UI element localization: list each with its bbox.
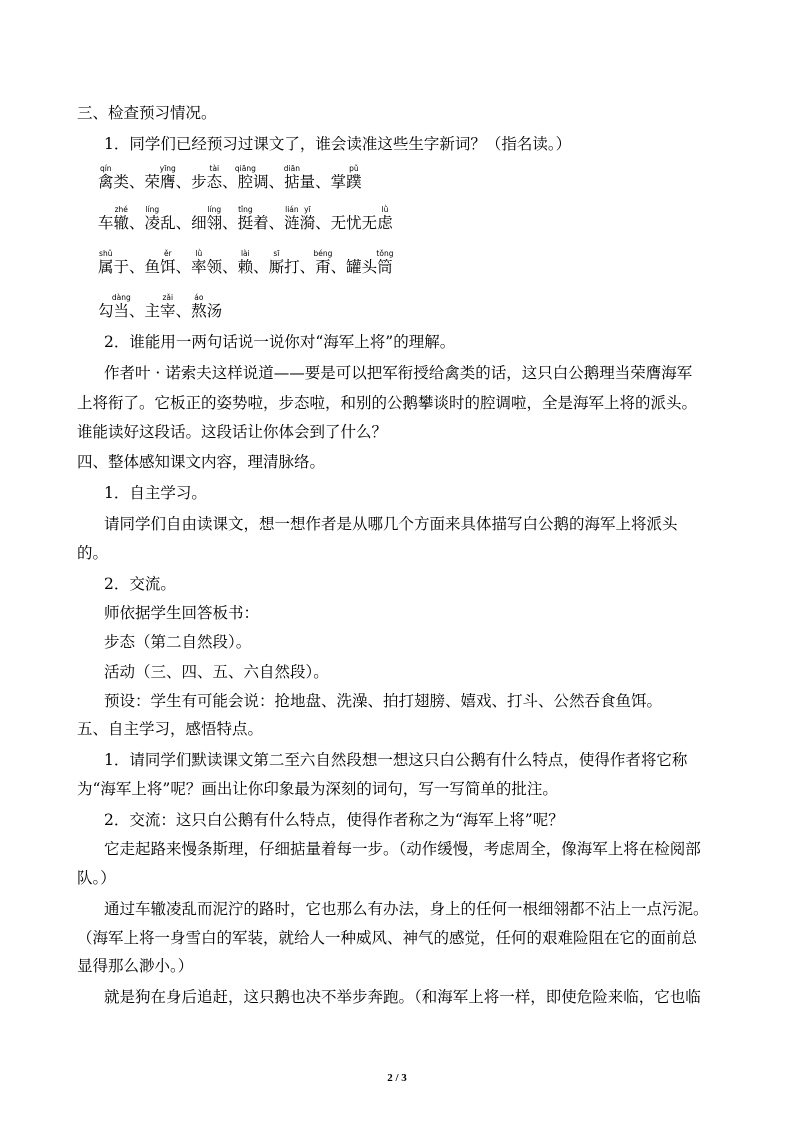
vocab-text: 、主 bbox=[129, 302, 161, 320]
pinyin: lǜ bbox=[377, 205, 393, 214]
paragraph: 上将衔了。它板正的姿势啦，步态啦，和别的公鹅攀谈时的腔调啦，全是海军上将的派头。 bbox=[77, 394, 698, 412]
vocab-text: 类 bbox=[113, 173, 130, 191]
vocab-text: 打、 bbox=[284, 258, 316, 276]
pinyin: lián bbox=[284, 205, 300, 214]
pinyin-char: 赖lài bbox=[237, 249, 254, 276]
pinyin: dàng bbox=[111, 293, 131, 302]
section-heading: 三、检查预习情况。 bbox=[77, 104, 217, 122]
pinyin-char: 厮sī bbox=[268, 249, 285, 276]
vocab-text: 、 bbox=[175, 258, 192, 276]
paragraph: 1．请同学们默读课文第二至六自然段想一想这只白公鹅有什么特点，使得作者将它称 bbox=[104, 751, 688, 769]
pinyin: ěr bbox=[160, 249, 176, 258]
pinyin: líng bbox=[144, 205, 161, 214]
pinyin-char: 宰zǎi bbox=[160, 293, 176, 320]
paragraph: 预设：学生有可能会说：抢地盘、洗澡、拍打翅膀、嬉戏、打斗、公然吞食鱼饵。 bbox=[104, 692, 663, 710]
vocab-text: 、步 bbox=[175, 173, 207, 191]
paragraph: 通过车辙凌乱而泥泞的路时，它也那么有办法，身上的任何一根细翎都不沾上一点污泥。 bbox=[104, 900, 709, 918]
pinyin-char: 涟lián bbox=[284, 205, 300, 232]
paragraph: 1．同学们已经预习过课文了，谁会读准这些生字新词？（指名读。） bbox=[104, 135, 572, 153]
vocab-text: 勾 bbox=[98, 302, 114, 320]
pinyin-char: 挺tǐng bbox=[237, 205, 254, 232]
pinyin: shǔ bbox=[98, 249, 114, 258]
paragraph: 步态（第二自然段）。 bbox=[104, 633, 252, 651]
paragraph: 队。） bbox=[77, 869, 116, 887]
pinyin-char: 熬áo bbox=[191, 293, 207, 320]
pinyin-char: 属shǔ bbox=[98, 249, 114, 276]
paragraph: 作者叶 · 诺索夫这样说道——要是可以把军衔授给禽类的话，这只白公鹅理当荣膺海军 bbox=[104, 364, 693, 382]
pinyin: yī bbox=[299, 205, 316, 214]
pinyin: yīng bbox=[159, 164, 176, 173]
pinyin-char: 翎líng bbox=[206, 205, 223, 232]
pinyin: sī bbox=[268, 249, 285, 258]
pinyin-char: 凌líng bbox=[144, 205, 161, 232]
paragraph: 活动（三、四、五、六自然段）。 bbox=[104, 663, 329, 681]
pinyin: qín bbox=[98, 164, 114, 173]
vocab-text: 、罐头 bbox=[330, 258, 378, 276]
vocab-text: 车 bbox=[98, 214, 114, 232]
vocab-text: 乱、细 bbox=[160, 214, 207, 232]
pinyin: zǎi bbox=[160, 293, 176, 302]
pinyin: líng bbox=[206, 205, 223, 214]
paragraph: 它走起路来慢条斯理，仔细掂量着每一步。（动作缓慢，考虑周全，像海军上将在检阅部 bbox=[104, 840, 701, 858]
pinyin-char: 漪yī bbox=[299, 205, 316, 232]
pinyin: pǔ bbox=[346, 164, 362, 173]
vocab-text: 量、掌 bbox=[299, 173, 347, 191]
pinyin: áo bbox=[191, 293, 207, 302]
pinyin-char: 蹼pǔ bbox=[346, 164, 362, 191]
vocab-text: 、 bbox=[129, 214, 145, 232]
pinyin: lài bbox=[237, 249, 254, 258]
vocab-text: 调、 bbox=[253, 173, 285, 191]
vocab-text: 、荣 bbox=[129, 173, 161, 191]
vocab-line bbox=[98, 165, 362, 192]
pinyin-char: 当dàng bbox=[111, 293, 131, 320]
vocab-text: 汤 bbox=[206, 302, 223, 320]
vocab-line bbox=[98, 250, 393, 277]
vocab-line bbox=[98, 206, 393, 233]
pinyin: lǜ bbox=[191, 249, 207, 258]
pinyin: béng bbox=[313, 249, 333, 258]
paragraph: 的。 bbox=[77, 544, 109, 562]
vocab-text: 、 bbox=[222, 214, 238, 232]
pinyin: tǐng bbox=[237, 205, 254, 214]
pinyin-char: 甭béng bbox=[313, 249, 333, 276]
paragraph: 谁能读好这段话。这段话让你体会到了什么？ bbox=[77, 423, 388, 441]
pinyin-char: 辙zhé bbox=[113, 205, 130, 232]
pinyin: tǒng bbox=[376, 249, 394, 258]
paragraph: 2．谁能用一两句话说一说你对“海军上将”的理解。 bbox=[104, 333, 456, 351]
pinyin-char: 禽qín bbox=[98, 164, 114, 191]
pinyin-char: 率lǜ bbox=[191, 249, 207, 276]
paragraph: 1．自主学习。 bbox=[104, 484, 207, 502]
pinyin-char: 掂diān bbox=[283, 164, 300, 191]
pinyin-char: 虑lǜ bbox=[377, 205, 393, 232]
paragraph: 2．交流。 bbox=[104, 575, 176, 593]
vocab-line bbox=[98, 294, 222, 321]
pinyin-char: 筒tǒng bbox=[376, 249, 394, 276]
section-heading: 四、整体感知课文内容，理清脉络。 bbox=[77, 453, 326, 471]
pinyin-char: 腔qiāng bbox=[234, 164, 256, 191]
vocab-text: 、无忧无 bbox=[315, 214, 378, 232]
paragraph: 师依据学生回答板书： bbox=[104, 604, 260, 622]
vocab-text: 着、 bbox=[253, 214, 285, 232]
paragraph: 请同学们自由读课文，想一想作者是从哪几个方面来具体描写白公鹅的海军上将派头 bbox=[104, 515, 678, 533]
pinyin: diān bbox=[283, 164, 300, 173]
paragraph: 2．交流：这只白公鹅有什么特点，使得作者称之为“海军上将”呢？ bbox=[104, 811, 564, 829]
section-heading: 五、自主学习，感悟特点。 bbox=[77, 720, 264, 738]
paragraph: 为“海军上将”呢？画出让你印象最为深刻的词句，写一写简单的批注。 bbox=[77, 780, 558, 798]
paragraph: 就是狗在身后追赶，这只鹅也决不举步奔跑。（和海军上将一样，即使危险来临，它也临 bbox=[104, 988, 701, 1006]
pinyin: tài bbox=[206, 164, 223, 173]
pinyin-char: 态tài bbox=[206, 164, 223, 191]
vocab-text: 、 bbox=[253, 258, 269, 276]
paragraph: 显得那么渺小。） bbox=[77, 957, 194, 975]
vocab-text: 、 bbox=[175, 302, 192, 320]
vocab-text: 于、鱼 bbox=[113, 258, 161, 276]
pinyin: zhé bbox=[113, 205, 130, 214]
vocab-text: 、 bbox=[222, 173, 238, 191]
paragraph: （海军上将一身雪白的军装，就给人一种威风、神气的感觉，任何的艰难险阻在它的面前总 bbox=[77, 929, 698, 947]
pinyin-char: 饵ěr bbox=[160, 249, 176, 276]
page-number: 2 / 3 bbox=[387, 1072, 407, 1084]
pinyin: qiāng bbox=[234, 164, 256, 173]
vocab-text: 领、 bbox=[206, 258, 238, 276]
pinyin-char: 膺yīng bbox=[159, 164, 176, 191]
